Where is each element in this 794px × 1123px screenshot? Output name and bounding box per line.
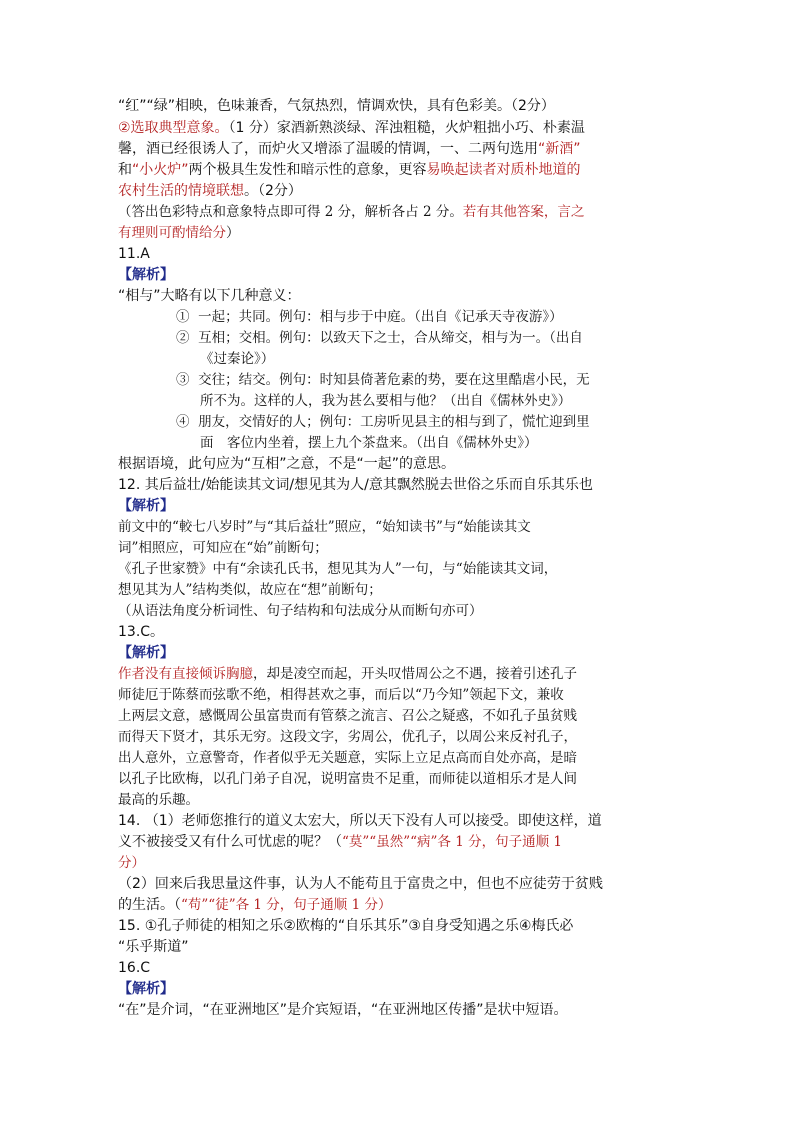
question-number: 12. 其后益壮/始能读其文词/想见其为人/意其飘然脱去世俗之乐而自乐其乐也 [118, 477, 593, 493]
highlight-text: ②选取典型意象。 [118, 120, 229, 136]
text: 两个极具生发性和暗示性的意象，更容 [188, 162, 427, 178]
highlight-text: 有理则可酌情给分 [118, 225, 226, 241]
highlight-text: “莫”“虽然”“病”各 1 分，句子通顺 1 [342, 834, 562, 850]
question-number: 11.A [118, 246, 150, 262]
text: 互相；交相。例句：以致天下之士，合从缔交，相与为一。（出自 [198, 330, 583, 346]
analysis-line: 而得天下贤才，其乐无穷。这段文字，劣周公，优孔子，以周公来反衬孔子， [118, 729, 577, 745]
analysis-line: 上两层文意，感慨周公虽富贵而有管蔡之流言、召公之疑惑，不如孔子虽贫贱 [118, 708, 577, 724]
scoring-note [118, 223, 240, 243]
text: ，却是凌空而起，开头叹惜周公之不遇，接着引述孔子 [253, 666, 577, 682]
list-item [176, 328, 583, 348]
answer-line: （2）回来后我思量这件事，认为人不能苟且于富贵之中，但也不应徒劳于贫贱 [118, 876, 603, 892]
answer-line [118, 118, 585, 138]
question-number: 16.C [118, 960, 151, 976]
text: 。（2分） [244, 183, 302, 199]
text: （答出色彩特点和意象特点即可得 2 分，解析各占 2 分。 [118, 204, 463, 220]
text: 和 [118, 162, 132, 178]
answer-line: “乐乎斯道” [118, 939, 189, 955]
item-number: ① [176, 309, 190, 325]
list-item [176, 370, 590, 390]
item-number: ③ [176, 372, 190, 388]
item-number: ④ [176, 414, 190, 430]
answer-line [118, 181, 302, 201]
text: 义不被接受又有什么可忧虑的呢？（ [118, 834, 342, 850]
answer-line: “相与”大略有以下几种意义： [118, 288, 301, 304]
text: “红”“绿”相映，色味兼香，气氛热烈，情调欢快，具有色彩美。（2分） [118, 98, 555, 114]
highlight-text: “小火炉” [132, 162, 189, 178]
highlight-text: 农村生活的情境联想 [118, 183, 244, 199]
text: （1 分）家酒新熟淡绿、浑浊粗糙，火炉粗拙小巧、朴素温 [228, 120, 585, 136]
text: 交往；结交。例句：时知县倚著危素的势，要在这里酷虐小民，无 [198, 372, 590, 388]
list-item-continuation: 所不为。这样的人，我为甚么要相与他？（出自《儒林外史》） [200, 393, 572, 409]
answer-line: 15. ①孔子师徒的相知之乐②欧梅的“自乐其乐”③自身受知遇之乐④梅氏必 [118, 918, 574, 934]
analysis-heading: 【解析】 [118, 267, 174, 283]
item-number: ② [176, 330, 190, 346]
highlight-text: 易唤起读者对质朴地道的 [426, 162, 581, 178]
analysis-heading: 【解析】 [118, 498, 174, 514]
analysis-line: 以孔子比欧梅，以孔门弟子自况，说明富贵不足重，而师徒以道相乐才是人间 [118, 771, 577, 787]
answer-line: 根据语境，此句应为“互相”之意，不是“一起”的意思。 [118, 456, 456, 472]
answer-line: 14. （1）老师您推行的道义太宏大，所以天下没有人可以接受。即使这样，道 [118, 813, 602, 829]
analysis-line: 想见其为人”结构类似，故应在“想”前断句； [118, 582, 382, 598]
question-number: 13.C。 [118, 624, 165, 640]
list-item-continuation: 《过秦论》） [200, 351, 275, 367]
analysis-line: 《孔子世家赞》中有“余读孔氏书，想见其为人”一句，与“始能读其文词， [118, 561, 558, 577]
highlight-text: 作者没有直接倾诉胸臆 [118, 666, 253, 682]
answer-line: “在”是介词，“在亚洲地区”是介宾短语，“在亚洲地区传播”是状中短语。 [118, 1002, 568, 1018]
scoring-note [118, 202, 584, 222]
list-item-continuation: 面 客位内坐着，摆上九个茶盘来。（出自《儒林外史》） [200, 435, 538, 451]
highlight-text: 若有其他答案，言之 [462, 204, 585, 220]
list-item [176, 307, 563, 327]
answer-line [118, 895, 391, 915]
analysis-line: 师徒厄于陈蔡而弦歌不绝，相得甚欢之事，而后以“乃今知”领起下文，兼收 [118, 687, 564, 703]
highlight-text: “新酒” [538, 141, 581, 157]
analysis-line: 最高的乐趣。 [118, 792, 199, 808]
analysis-heading: 【解析】 [118, 645, 174, 661]
answer-line: 分） [118, 855, 145, 871]
analysis-line: 出人意外，立意警奇，作者似乎无关题意，实际上立足点高而自处亦高，是暗 [118, 750, 577, 766]
answer-line [118, 96, 555, 116]
answer-line [118, 160, 581, 180]
text: 一起；共同。例句：相与步于中庭。（出自《记承天寺夜游》） [198, 309, 563, 325]
analysis-line: 词”相照应，可知应在“始”前断句； [118, 540, 328, 556]
text: 馨，酒已经很诱人了，而炉火又增添了温暖的情调，一、二两句选用 [118, 141, 538, 157]
answer-line [118, 139, 581, 159]
analysis-line: 前文中的“較七八岁时”与“其后益壮”照应，“始知读书”与“始能读其文 [118, 519, 531, 535]
highlight-text: “苟”“徒”各 1 分，句子通顺 1 分） [181, 897, 392, 913]
text: ） [226, 225, 240, 241]
text: 朋友，交情好的人；例句：工房听见县主的相与到了，慌忙迎到里 [198, 414, 590, 430]
answer-line [118, 832, 562, 852]
analysis-line: （从语法角度分析词性、句子结构和句法成分从而断句亦可） [118, 603, 483, 619]
list-item [176, 412, 590, 432]
analysis-line [118, 664, 577, 684]
text: 的生活。（ [118, 897, 181, 913]
analysis-heading: 【解析】 [118, 981, 174, 997]
